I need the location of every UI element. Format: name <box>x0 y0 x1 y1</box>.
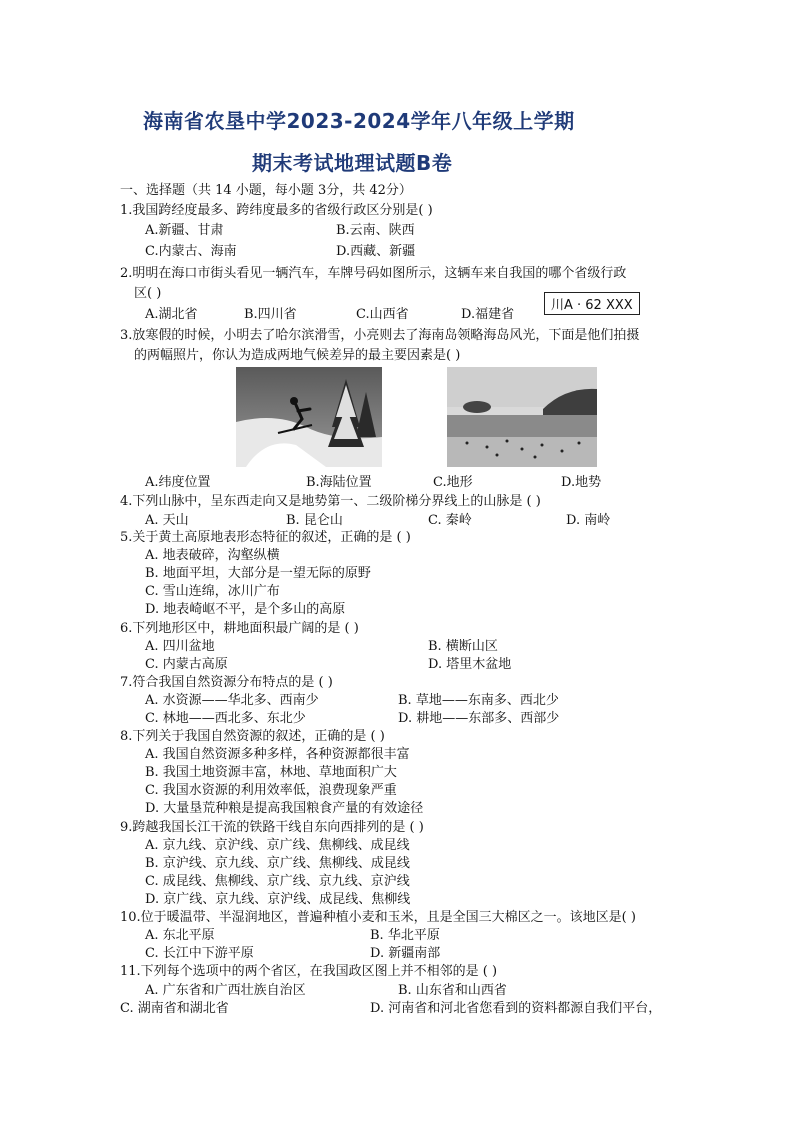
q6-option-d: D. 塔里木盆地 <box>428 657 512 672</box>
q2-option-b: B.四川省 <box>244 307 297 322</box>
q8-option-d: D. 大量垦荒种粮是提高我国粮食产量的有效途径 <box>145 801 424 816</box>
q6-option-c: C. 内蒙古高原 <box>145 657 228 672</box>
q10-option-c: C. 长江中下游平原 <box>145 946 254 961</box>
q1-stem: 1.我国跨经度最多、跨纬度最多的省级行政区分别是( ) <box>120 203 433 218</box>
q6-option-a: A. 四川盆地 <box>145 639 215 654</box>
q1-option-b: B.云南、陕西 <box>336 223 415 238</box>
q4-option-b: B. 昆仑山 <box>286 513 343 528</box>
q9-option-a: A. 京九线、京沪线、京广线、焦柳线、成昆线 <box>145 838 410 853</box>
q4-option-a: A. 天山 <box>145 513 189 528</box>
q11-option-a: A. 广东省和广西壮族自治区 <box>145 983 306 998</box>
q11-option-c: C. 湖南省和湖北省 <box>120 1001 229 1016</box>
q11-stem: 11.下列每个选项中的两个省区，在我国政区图上并不相邻的是 ( ) <box>120 964 498 979</box>
q1-option-c: C.内蒙古、海南 <box>145 244 237 259</box>
q10-option-b: B. 华北平原 <box>370 928 440 943</box>
q8-option-b: B. 我国土地资源丰富，林地、草地面积广大 <box>145 765 397 780</box>
q3-option-c: C.地形 <box>433 475 473 490</box>
q4-option-d: D. 南岭 <box>566 513 611 528</box>
q4-option-c: C. 秦岭 <box>428 513 472 528</box>
q5-option-a: A. 地表破碎，沟壑纵横 <box>145 548 280 563</box>
q9-stem: 9.跨越我国长江干流的铁路干线自东向西排列的是 ( ) <box>120 820 424 835</box>
q5-stem: 5.关于黄土高原地表形态特征的叙述，正确的是 ( ) <box>120 530 411 545</box>
q2-stem-line2: 区( ) <box>134 286 162 301</box>
q11-option-d: D. 河南省和河北省您看到的资料都源自我们平台， <box>370 1001 662 1016</box>
license-plate: 川A · 62 XXX <box>544 292 640 315</box>
q9-option-b: B. 京沪线、京九线、京广线、焦柳线、成昆线 <box>145 856 410 871</box>
q10-option-a: A. 东北平原 <box>145 928 215 943</box>
q8-option-c: C. 我国水资源的利用效率低，浪费现象严重 <box>145 783 397 798</box>
exam-title-line2: 期末考试地理试题B卷 <box>252 151 453 175</box>
q3-option-d: D.地势 <box>561 475 602 490</box>
q6-stem: 6.下列地形区中，耕地面积最广阔的是 ( ) <box>120 621 359 636</box>
q5-option-c: C. 雪山连绵，冰川广布 <box>145 584 280 599</box>
q1-option-d: D.西藏、新疆 <box>336 244 416 259</box>
q8-stem: 8.下列关于我国自然资源的叙述，正确的是 ( ) <box>120 729 385 744</box>
ski-photo <box>236 367 382 467</box>
beach-photo <box>447 367 597 467</box>
q1-option-a: A.新疆、甘肃 <box>145 223 224 238</box>
q9-option-c: C. 成昆线、焦柳线、京广线、京九线、京沪线 <box>145 874 410 889</box>
q2-option-a: A.湖北省 <box>145 307 198 322</box>
q11-option-b: B. 山东省和山西省 <box>398 983 507 998</box>
q3-option-b: B.海陆位置 <box>306 475 372 490</box>
q3-stem-line1: 3.放寒假的时候，小明去了哈尔滨滑雪，小亮则去了海南岛领略海岛风光，下面是他们拍摄 <box>120 328 640 343</box>
q7-option-a: A. 水资源——华北多、西南少 <box>145 693 319 708</box>
q3-option-a: A.纬度位置 <box>145 475 211 490</box>
q7-option-c: C. 林地——西北多、东北少 <box>145 711 306 726</box>
q10-option-d: D. 新疆南部 <box>370 946 441 961</box>
exam-title-line1: 海南省农垦中学2023-2024学年八年级上学期 <box>143 109 575 133</box>
section-heading: 一、选择题（共 14 小题，每小题 3分，共 42分） <box>120 183 412 198</box>
q8-option-a: A. 我国自然资源多种多样，各种资源都很丰富 <box>145 747 410 762</box>
q4-stem: 4.下列山脉中，呈东西走向又是地势第一、二级阶梯分界线上的山脉是 ( ) <box>120 494 541 509</box>
q7-stem: 7.符合我国自然资源分布特点的是 ( ) <box>120 675 333 690</box>
q5-option-d: D. 地表崎岖不平，是个多山的高原 <box>145 602 346 617</box>
q7-option-d: D. 耕地——东部多、西部少 <box>398 711 560 726</box>
q2-stem-line1: 2.明明在海口市街头看见一辆汽车，车牌号码如图所示，这辆车来自我国的哪个省级行政 <box>120 266 627 281</box>
q7-option-b: B. 草地——东南多、西北少 <box>398 693 559 708</box>
q6-option-b: B. 横断山区 <box>428 639 498 654</box>
q5-option-b: B. 地面平坦，大部分是一望无际的原野 <box>145 566 371 581</box>
q9-option-d: D. 京广线、京九线、京沪线、成昆线、焦柳线 <box>145 892 411 907</box>
q3-stem-line2: 的两幅照片，你认为造成两地气候差异的最主要因素是( ) <box>134 348 461 363</box>
q2-option-d: D.福建省 <box>461 307 515 322</box>
q2-option-c: C.山西省 <box>356 307 409 322</box>
q10-stem: 10.位于暖温带、半湿润地区，普遍种植小麦和玉米，且是全国三大棉区之一。该地区是( ) <box>120 910 636 925</box>
